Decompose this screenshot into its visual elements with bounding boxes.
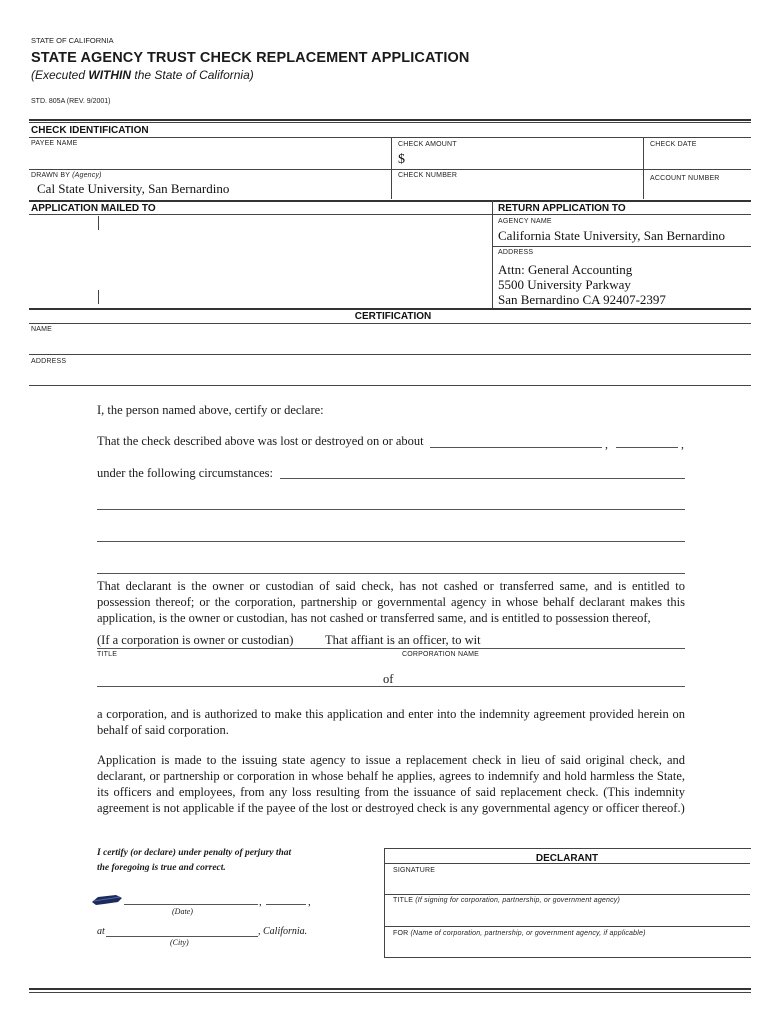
comma: , (308, 896, 311, 908)
corp-paragraph: a corporation, and is authorized to make this application and enter into the indemnity agreement provided herein on behalf of said corporation. (97, 707, 685, 737)
check-date-field[interactable] (650, 150, 745, 166)
certification-heading: CERTIFICATION (354, 311, 432, 322)
agency-name-label: AGENCY NAME (498, 218, 552, 225)
certifier-address-field[interactable] (70, 359, 740, 383)
circumstances-line-1[interactable] (280, 478, 685, 479)
of-text: of (383, 672, 394, 686)
check-date-label: CHECK DATE (650, 141, 697, 148)
check-number-label: CHECK NUMBER (398, 172, 458, 179)
pen-mark-icon (90, 893, 124, 907)
drawn-by-field[interactable]: Cal State University, San Bernardino (37, 181, 230, 196)
certifier-name-field[interactable] (60, 328, 740, 352)
corporation-prefix: (If a corporation is owner or custodian) (97, 633, 294, 647)
form-subtitle: (Executed WITHIN the State of California) (31, 68, 254, 82)
return-application-to-heading: RETURN APPLICATION TO (498, 203, 626, 214)
officer-title-field[interactable] (97, 666, 377, 684)
application-mailed-to-heading: APPLICATION MAILED TO (31, 203, 156, 214)
california-text: , California. (258, 926, 308, 937)
perjury-line2: the foregoing is true and correct. (97, 863, 226, 873)
signature-field[interactable] (393, 876, 743, 892)
perjury-line1: I certify (or declare) under penalty of perjury that (97, 848, 292, 858)
lost-statement: That the check described above was lost or destroyed on or about (97, 434, 424, 448)
date-year-line[interactable] (266, 904, 306, 905)
declarant-title-field[interactable] (393, 906, 743, 924)
check-number-field[interactable] (398, 181, 638, 197)
payee-name-label: PAYEE NAME (31, 140, 78, 147)
form-title: STATE AGENCY TRUST CHECK REPLACEMENT APPLICATION (31, 50, 470, 66)
circumstances-line-4[interactable] (97, 573, 685, 574)
comma: , (681, 437, 684, 451)
declarant-heading: DECLARANT (535, 853, 599, 864)
signature-label: SIGNATURE (393, 867, 436, 874)
date-line[interactable] (124, 904, 258, 905)
corporation-name-label: CORPORATION NAME (402, 651, 479, 658)
account-number-label: ACCOUNT NUMBER (650, 175, 720, 182)
check-amount-field[interactable]: $ (398, 152, 405, 167)
drawn-by-label: DRAWN BY (Agency) (31, 172, 102, 179)
check-amount-label: CHECK AMOUNT (398, 141, 457, 148)
for-organization-field[interactable] (393, 939, 743, 954)
application-paragraph: Application is made to the issuing state agency to issue a replacement check in lieu of said original check, and declarant, or partnership or corporation in whose behalf he applies, agrees to indemnify and hold harmless the State, its officers and employees, from any loss resulting from the issuance of said replacement check. (This indemnity agreement is not applicable if the payee of the lost or destroyed check is any governmental agency or officer thereof.) (97, 753, 685, 815)
mailed-to-address-area[interactable] (105, 218, 485, 306)
corporation-name-field[interactable] (400, 666, 685, 684)
address-label-cert: ADDRESS (31, 358, 67, 365)
return-address-line3: San Bernardino CA 92407-2397 (498, 292, 666, 307)
agency-name-value: California State University, San Bernardino (498, 228, 725, 243)
address-label: ADDRESS (498, 249, 534, 256)
title-label: TITLE (97, 651, 118, 658)
circumstances-label: under the following circumstances: (97, 466, 273, 480)
comma: , (259, 896, 262, 908)
return-address-line2: 5500 University Parkway (498, 277, 631, 292)
lost-year-line[interactable] (616, 447, 678, 448)
comma: , (605, 437, 608, 451)
name-label: NAME (31, 326, 53, 333)
account-number-field[interactable] (650, 184, 745, 198)
for-label: FOR (Name of corporation, partnership, or government agency, if applicable) (393, 930, 646, 937)
certify-statement: I, the person named above, certify or declare: (97, 403, 324, 417)
affiant-statement: That affiant is an officer, to wit (325, 633, 481, 647)
at-text: at (97, 926, 105, 937)
circumstances-line-3[interactable] (97, 541, 685, 542)
owner-paragraph: That declarant is the owner or custodian of said check, has not cashed or transferred same, and is entitled to possession thereof; or the corporation, partnership or governmental agency in whose behalf declarant makes this application, is the owner or custodian, has not cashed or transferred same, and is entitled to possession thereof, (97, 579, 685, 625)
state-label: STATE OF CALIFORNIA (31, 36, 114, 45)
circumstances-line-2[interactable] (97, 509, 685, 510)
title-signing-label: TITLE (If signing for corporation, partnership, or government agency) (393, 897, 621, 904)
payee-name-field[interactable] (31, 149, 386, 165)
return-address-line1: Attn: General Accounting (498, 262, 633, 277)
city-line[interactable] (106, 936, 258, 937)
lost-date-line[interactable] (430, 447, 602, 448)
city-label: (City) (170, 938, 189, 947)
check-identification-heading: CHECK IDENTIFICATION (31, 125, 149, 136)
form-number: STD. 805A (REV. 9/2001) (31, 98, 111, 105)
date-label: (Date) (172, 907, 193, 916)
